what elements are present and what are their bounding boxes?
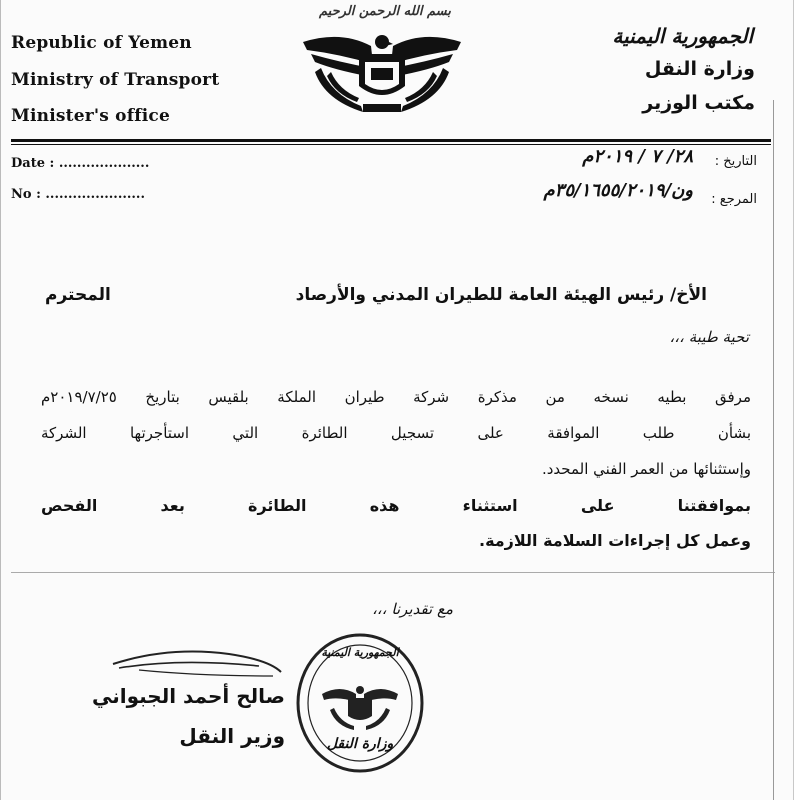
addressee-title: الأخ/ رئيس الهيئة العامة للطيران المدني والأرصاد <box>295 285 707 305</box>
body-line-3: وإستثنائها من العمر الفني المحدد. <box>541 460 751 478</box>
english-office: Minister's office <box>11 106 170 126</box>
closing: مع تقديرنا ،،، <box>372 600 453 618</box>
ref-label: المرجع : <box>711 192 757 207</box>
header-rule-thick <box>11 139 771 142</box>
fold-line <box>11 572 775 573</box>
body-line-2: بشأن طلب الموافقة على تسجيل الطائرة التي استأجرتها الشركة <box>41 424 751 442</box>
ref-value: ون/٣٥/١٦٥٥/٢٠١٩م <box>543 180 693 201</box>
signatory-title: وزير النقل <box>179 724 285 748</box>
english-no-field: No : ...................... <box>11 187 145 202</box>
date-value: ٢٨/ ٧ / ٢٠١٩م <box>582 146 693 167</box>
date-label: التاريخ : <box>714 154 757 169</box>
signatory-name: صالح أحمد الجبواني <box>92 684 285 708</box>
body-line-4: بموافقتنا على استثناء هذه الطائرة بعد الفحص <box>41 496 751 515</box>
stamp-top-text: الجمهورية اليمنية <box>321 646 399 659</box>
body-line-5: وعمل كل إجراءات السلامة اللازمة. <box>478 531 751 550</box>
signature-mark <box>109 646 285 686</box>
basmala: بسم الله الرحمن الرحيم <box>319 4 451 19</box>
arabic-ministry: وزارة النقل <box>644 58 755 80</box>
greeting: تحية طيبة ،،، <box>669 328 749 346</box>
yemen-eagle-emblem-icon <box>301 24 463 116</box>
stamp-bottom-text: وزارة النقل <box>326 736 394 752</box>
header-rule-thin <box>11 144 771 145</box>
arabic-country: الجمهورية اليمنية <box>612 24 753 48</box>
official-stamp <box>294 632 426 774</box>
body-line-1: مرفق بطيه نسخه من مذكرة شركة طيران الملكة بلقيس بتاريخ ٢٠١٩/٧/٢٥م <box>41 388 751 406</box>
arabic-office: مكتب الوزير <box>642 92 755 114</box>
scan-edge-right <box>773 100 774 800</box>
english-ministry: Ministry of Transport <box>11 70 220 90</box>
addressee-honorific: المحترم <box>45 285 111 305</box>
english-date-field: Date : .................... <box>11 156 150 171</box>
english-country: Republic of Yemen <box>11 33 192 53</box>
